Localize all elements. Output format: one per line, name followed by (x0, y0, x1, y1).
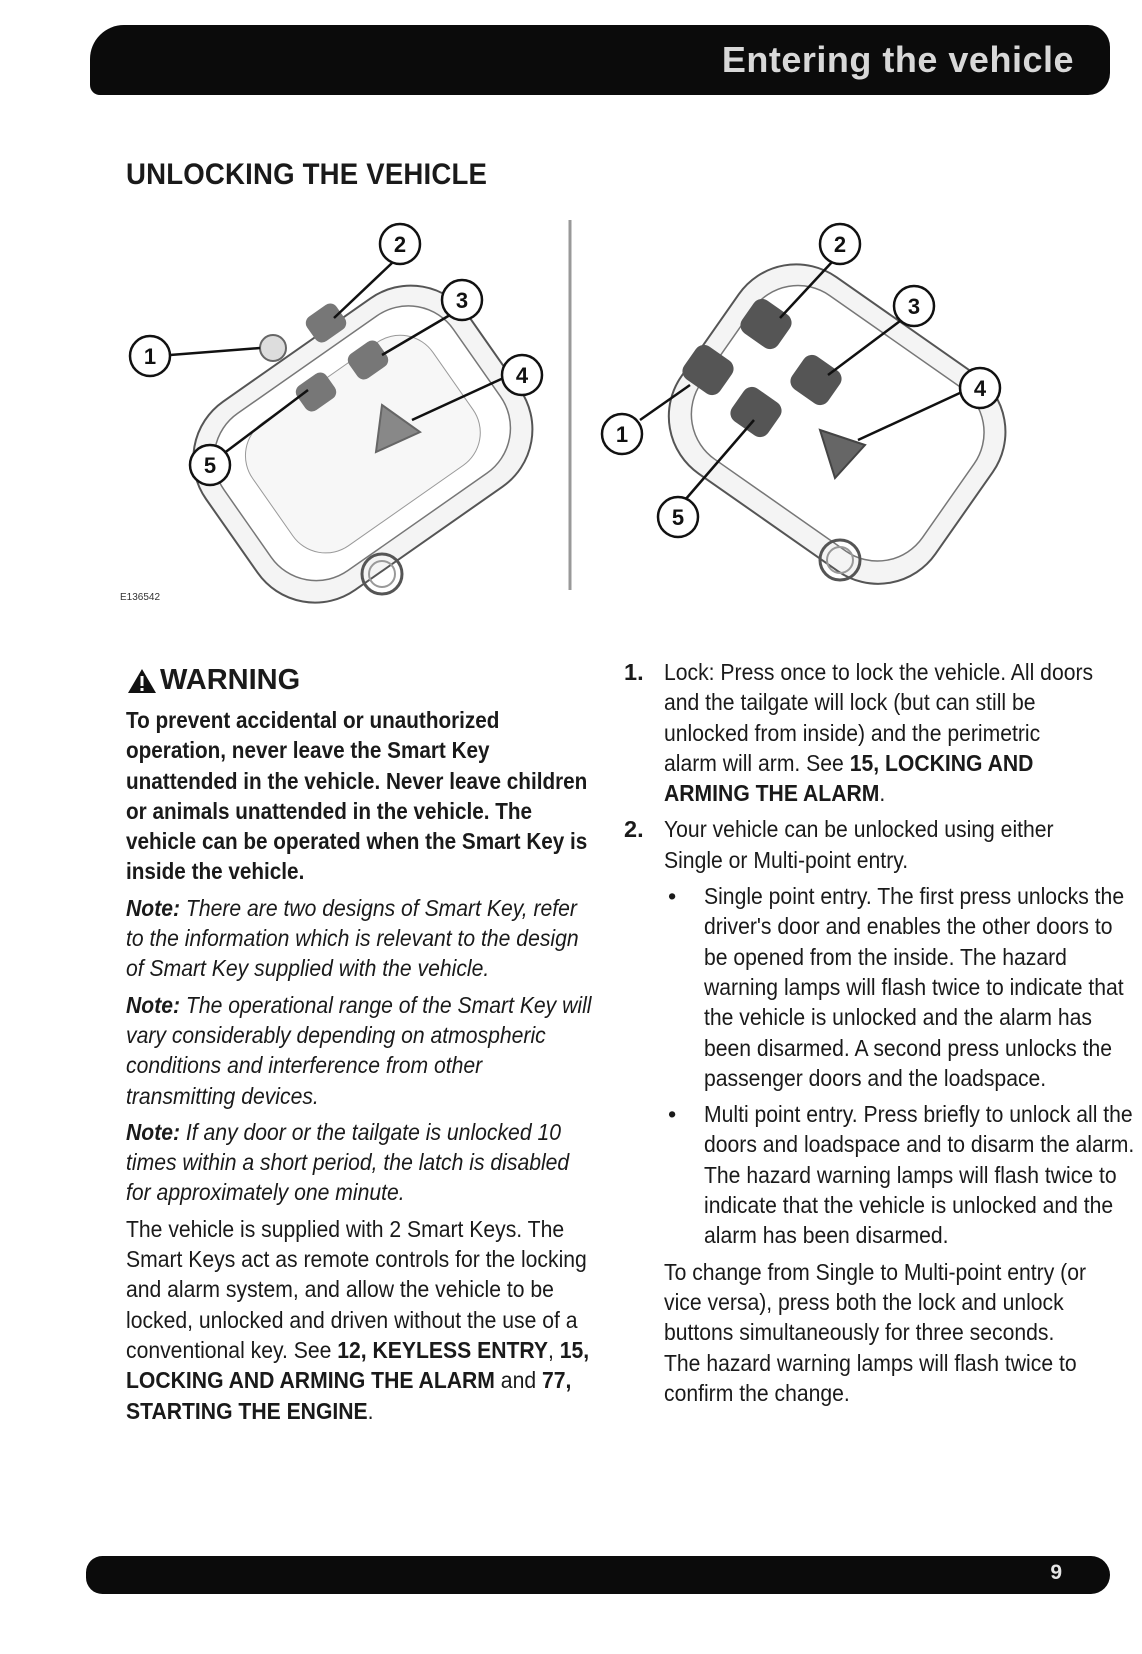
smart-key-figure (120, 220, 1080, 640)
callout-label: 5 (203, 453, 217, 478)
warning-triangle-icon (126, 667, 158, 695)
key-ring-left (362, 554, 402, 594)
header-bar (90, 25, 1110, 95)
xref-locking-alarm[interactable]: 15, LOCKING AND ARMING THE ALARM (126, 1336, 590, 1394)
bullet-item: • Multi point entry. Press briefly to unlock all the doors and loadspace and to disarm the alarm. The hazard warning lamps will flash twice to indicate that the vehicle is unlocked and the alarm has been disarmed. (668, 1101, 1135, 1249)
footer-bar (86, 1556, 1110, 1594)
warning-heading (126, 664, 586, 697)
bullet-item: • Single point entry. The first press unlocks the driver's door and enables the other doors to be opened from the inside. The hazard warning lamps will flash twice to indicate that the vehicle is unlocked and the alarm has been disarmed. A second press unlocks the passenger doors and the loadspace. (668, 883, 1125, 1091)
list-item: 2. Your vehicle can be unlocked using either Single or Multi-point entry. (624, 816, 1054, 873)
callout-label: 2 (833, 232, 847, 257)
figure-code: E136542 (120, 592, 161, 603)
note-3: Note: If any door or the tailgate is unlocked 10 times within a short period, the latch is disabled for approximately one minute. (126, 1118, 570, 1206)
callout-label: 4 (973, 376, 987, 401)
xref-starting-engine[interactable]: 77, STARTING THE ENGINE (126, 1367, 572, 1424)
warning-text: To prevent accidental or unauthorized operation, never leave the Smart Key unattended in the vehicle. Never leave children or animals unattended in the vehicle. The vehicle can be operated when the Smart Key is inside the vehicle. (126, 707, 588, 885)
callout-label: 1 (615, 422, 629, 447)
note-2: Note: The operational range of the Smart Key will vary considerably depending on atmospheric conditions and interference from other transmitting devices. (126, 991, 592, 1109)
section-title: UNLOCKING THE VEHICLE (126, 158, 488, 191)
callout-label: 2 (393, 232, 407, 257)
body-paragraph: The vehicle is supplied with 2 Smart Keys. The Smart Keys act as remote controls for the locking and alarm system, and allow the vehicle to be locked, unlocked and driven without the use of a conventional key. See 12, KEYLESS ENTRY, 15, LOCKING AND ARMING THE ALARM and 77, STARTING THE ENGINE. (126, 1215, 590, 1424)
xref-keyless-entry[interactable]: 12, KEYLESS ENTRY (337, 1336, 549, 1363)
callout-label: 4 (515, 363, 529, 388)
callout-label: 3 (907, 294, 921, 319)
callout-label: 5 (671, 505, 685, 530)
list-item: 1. Lock: Press once to lock the vehicle. All doors and the tailgate will lock (but can still be unlocked from inside) and the perimetric alarm will arm. See 15, LOCKING AND ARMING THE ALARM. (624, 659, 1094, 807)
callout-label: 3 (455, 288, 469, 313)
warning-label: WARNING (160, 664, 301, 696)
page-number: 9 (1050, 1561, 1062, 1584)
callout-label: 1 (143, 344, 157, 369)
xref-locking-alarm[interactable]: 15, LOCKING AND ARMING THE ALARM (664, 749, 1034, 807)
smart-key-right (641, 237, 1033, 611)
left-column (126, 664, 592, 1426)
chapter-title: Entering the vehicle (721, 39, 1074, 80)
closing-paragraph: To change from Single to Multi-point entry (or vice versa), press both the lock and unlock buttons simultaneously for three seconds. The hazard warning lamps will flash twice to confirm the change. (664, 1258, 1087, 1406)
right-column (624, 657, 1135, 1408)
lock-button-left (260, 335, 286, 361)
note-1: Note: There are two designs of Smart Key, refer to the information which is relevant to the design of Smart Key supplied with the vehicle. (126, 894, 579, 982)
